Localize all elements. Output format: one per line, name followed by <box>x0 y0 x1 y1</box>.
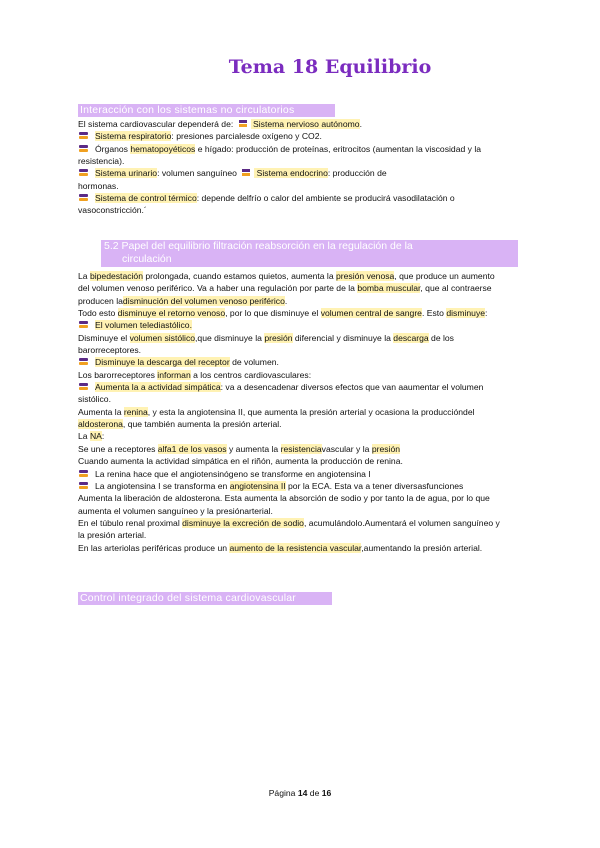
text-line: Se une a receptores alfa1 de los vasos y aumenta la resistenciavascular y la presión <box>78 443 400 454</box>
text-line: Cuando aumenta la actividad simpática en el riñón, aumenta la producción de renina. <box>78 456 403 467</box>
text-line: vasoconstricción.´ <box>78 205 147 216</box>
bullet-icon <box>78 481 91 490</box>
section-heading-interaccion <box>78 104 335 117</box>
text-line: En el túbulo renal proximal disminuye la excreción de sodio, acumulándolo.Aumentará el volumen sanguíneo y <box>78 517 500 528</box>
text-line: la presión arterial. <box>78 530 147 541</box>
bullet-icon <box>241 168 252 177</box>
text-line: barorreceptores. <box>78 345 142 356</box>
section-1-body <box>78 118 572 217</box>
page-number-total: 16 <box>321 788 332 798</box>
bullet-icon <box>78 357 91 366</box>
list-item: Sistema de control térmico: depende delfrío o calor del ambiente se producirá vasodilatación o <box>78 192 572 204</box>
list-item: La angiotensina I se transforma en angiotensina II por la ECA. Esta va a tener diversasfunciones <box>78 480 572 492</box>
list-item: Disminuye la descarga del receptor de volumen. <box>78 356 572 368</box>
list-item: El volumen telediastólico. <box>78 319 572 331</box>
list-item: Sistema respiratorio: presiones parcialesde oxígeno y CO2. <box>78 130 572 142</box>
bullet-icon <box>78 168 91 177</box>
bullet-icon <box>238 119 249 128</box>
text-line: La bipedestación prolongada, cuando estamos quietos, aumenta la presión venosa, que produce un aumento <box>78 271 495 281</box>
list-item: Sistema urinario: volumen sanguíneo Sistema endocrino: producción de <box>78 167 572 179</box>
section-heading-text: Interacción con los sistemas no circulatorios <box>80 104 295 116</box>
section-heading-control-integrado <box>78 592 332 605</box>
page-footer: Página 14 de 16 <box>268 788 332 798</box>
bullet-icon <box>78 193 91 202</box>
text-line: Aumenta la renina, y esta la angiotensina II, que aumenta la presión arterial y ocasiona la produccióndel <box>78 406 475 417</box>
bullet-icon <box>78 320 91 329</box>
text-line: El sistema cardiovascular dependerá de: Sistema nervioso autónomo. <box>78 119 362 129</box>
text-line: hormonas. <box>78 180 119 191</box>
text-line: Disminuye el volumen sistólico,que disminuye la presión diferencial y disminuye la descarga de los <box>78 332 454 343</box>
list-item: La renina hace que el angiotensinógeno se transforme en angiotensina I <box>78 468 572 480</box>
section-heading-text: circulación <box>122 253 172 265</box>
text-line: En las arteriolas periféricas produce un aumento de la resistencia vascular,aumentando la presión arterial. <box>78 542 483 553</box>
bullet-icon <box>78 131 91 140</box>
page-title: Tema 18 Equilibrio <box>228 56 432 78</box>
text-line: aumenta el volumen sanguíneo y la presiónarterial. <box>78 505 273 516</box>
text-line: sistólico. <box>78 394 111 405</box>
text-line: La NA: <box>78 431 105 442</box>
section-heading-5-2 <box>101 240 518 267</box>
text-line: Todo esto disminuye el retorno venoso, por lo que disminuye el volumen central de sangre. Esto disminuye: <box>78 308 488 319</box>
page-number-current: 14 <box>297 788 308 798</box>
text-line: resistencia). <box>78 156 125 167</box>
bullet-icon <box>78 382 91 391</box>
section-heading-text: 5.2 Papel del equilibrio filtración reabsorción en la regulación de la <box>104 240 413 252</box>
list-item: Órganos hematopoyéticos e hígado: producción de proteínas, eritrocitos (aumentan la viscosidad y la <box>78 143 572 155</box>
text-line: producen ladisminución del volumen venoso periférico. <box>78 295 288 306</box>
text-line: del volumen venoso periférico. Va a haber una regulación por parte de la bomba muscular, que al contraerse <box>78 283 492 294</box>
text-line: aldosterona, que también aumenta la presión arterial. <box>78 419 282 430</box>
section-heading-text: Control integrado del sistema cardiovascular <box>80 592 296 604</box>
bullet-icon <box>78 469 91 478</box>
bullet-icon <box>78 144 91 153</box>
list-item: Aumenta la a actividad simpática: va a desencadenar diversos efectos que van aaumentar el volumen <box>78 381 572 393</box>
section-2-body <box>78 270 572 554</box>
text-line: Los barorreceptores informan a los centros cardiovasculares: <box>78 369 312 380</box>
text-line: Aumenta la liberación de aldosterona. Esta aumenta la absorción de sodio y por tanto la de agua, por lo que <box>78 493 490 504</box>
